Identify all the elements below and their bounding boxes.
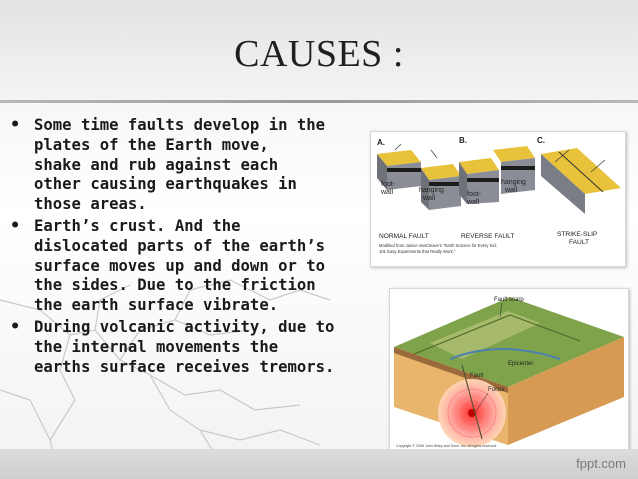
foot-wall-label-b: foot-wall [467,191,482,206]
panel-letter-a: A. [377,138,385,147]
panel-letter-c: C. [537,136,545,145]
bullet-item: • Earth’s crust. And the dislocated parts of the earth’s surface moves up and down or to the sides. Due to the friction the earth surface vibrate. [8,217,380,316]
footer-bar [0,449,638,479]
strike-slip-fault-block [541,148,621,214]
foot-wall-label: foot-wall [381,181,396,196]
fault-diagram-credit: Modified from Janice VanCleave's "Earth Science for Every Kid: 101 Easy Experiments that Really Work." [379,243,497,254]
epicenter-label: Epicenter [508,361,534,367]
bullet-list [8,116,380,379]
earthquake-focus-figure [389,288,629,452]
bullet-item: • During volcanic activity, due to the internal movements the earths surface receives tremors. [8,318,380,377]
footer-logo: fppt.com [576,456,626,471]
title-divider [0,100,638,103]
panel-letter-b: B. [459,136,467,145]
fault-scarp-label: Fault scarp [494,297,524,303]
slide-title: CAUSES : [234,33,404,75]
earthquake-diagram-copyright: Copyright © 2006 John Wiley and Sons, Inc. All rights reserved. [396,444,498,448]
focus-label: Focus [488,387,505,393]
bullet-item: • Some time faults develop in the plates of the Earth move, shake and rub against each other causing earthquakes in those areas. [8,116,380,215]
normal-fault-block [377,144,461,210]
fault-label: Fault [470,373,484,379]
normal-fault-caption: NORMAL FAULT [379,233,429,240]
strike-slip-fault-caption: STRIKE-SLIP FAULT [557,231,598,246]
reverse-fault-caption: REVERSE FAULT [461,233,515,240]
hanging-wall-label: hanging wall [419,187,444,202]
hanging-wall-label-b: hanging wall [501,179,526,194]
fault-types-figure [370,131,626,267]
